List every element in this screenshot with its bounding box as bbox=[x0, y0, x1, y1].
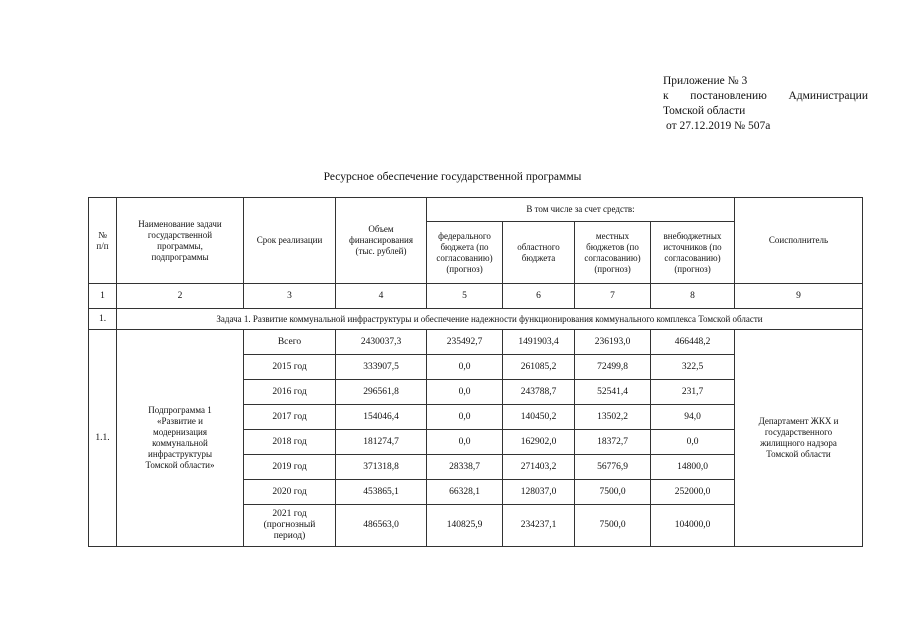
volume-cell: 371318,8 bbox=[336, 455, 427, 480]
local-cell: 52541,4 bbox=[575, 380, 651, 405]
header-federal: федерального бюджета (по согласованию) (прогноз) bbox=[427, 222, 503, 284]
regional-cell: 271403,2 bbox=[503, 455, 575, 480]
federal-cell: 66328,1 bbox=[427, 480, 503, 505]
period-cell: 2018 год bbox=[244, 430, 336, 455]
extra-cell: 0,0 bbox=[651, 430, 735, 455]
appendix-word: к bbox=[663, 90, 669, 102]
period-cell: 2017 год bbox=[244, 405, 336, 430]
local-cell: 13502,2 bbox=[575, 405, 651, 430]
volume-cell: 296561,8 bbox=[336, 380, 427, 405]
appendix-word: Администрации bbox=[788, 90, 868, 102]
federal-cell: 28338,7 bbox=[427, 455, 503, 480]
extra-cell: 104000,0 bbox=[651, 505, 735, 547]
local-cell: 7500,0 bbox=[575, 480, 651, 505]
column-number: 3 bbox=[244, 284, 336, 309]
federal-cell: 235492,7 bbox=[427, 330, 503, 355]
resource-table bbox=[88, 197, 863, 547]
column-number: 7 bbox=[575, 284, 651, 309]
extra-cell: 466448,2 bbox=[651, 330, 735, 355]
regional-cell: 140450,2 bbox=[503, 405, 575, 430]
regional-cell: 1491903,4 bbox=[503, 330, 575, 355]
volume-cell: 333907,5 bbox=[336, 355, 427, 380]
regional-cell: 261085,2 bbox=[503, 355, 575, 380]
period-cell: 2021 год (прогнозный период) bbox=[244, 505, 336, 547]
document-title: Ресурсное обеспечение государственной программы bbox=[323, 171, 582, 183]
header-term: Срок реализации bbox=[244, 198, 336, 284]
header-coexecutor: Соисполнитель bbox=[735, 198, 863, 284]
column-number: 1 bbox=[89, 284, 117, 309]
local-cell: 18372,7 bbox=[575, 430, 651, 455]
column-number: 9 bbox=[735, 284, 863, 309]
appendix-line-4: от 27.12.2019 № 507а bbox=[666, 120, 771, 132]
period-cell: 2016 год bbox=[244, 380, 336, 405]
column-number-row bbox=[89, 284, 863, 309]
subprogram-number: 1.1. bbox=[89, 330, 117, 547]
header-num: № п/п bbox=[89, 198, 117, 284]
period-cell: 2020 год bbox=[244, 480, 336, 505]
extra-cell: 322,5 bbox=[651, 355, 735, 380]
header-regional: областного бюджета bbox=[503, 222, 575, 284]
volume-cell: 486563,0 bbox=[336, 505, 427, 547]
federal-cell: 0,0 bbox=[427, 430, 503, 455]
appendix-word: постановлению bbox=[690, 90, 767, 102]
local-cell: 56776,9 bbox=[575, 455, 651, 480]
volume-cell: 181274,7 bbox=[336, 430, 427, 455]
header-extra: внебюджетных источников (по согласованию) (прогноз) bbox=[651, 222, 735, 284]
header-local: местных бюджетов (по согласованию) (прогноз) bbox=[575, 222, 651, 284]
local-cell: 7500,0 bbox=[575, 505, 651, 547]
local-cell: 236193,0 bbox=[575, 330, 651, 355]
appendix-line-2 bbox=[663, 89, 868, 104]
header-including: В том числе за счет средств: bbox=[427, 198, 735, 222]
subprogram-name: Подпрограмма 1 «Развитие и модернизация коммунальной инфраструктуры Томской области» bbox=[117, 330, 244, 547]
period-cell: 2019 год bbox=[244, 455, 336, 480]
volume-cell: 154046,4 bbox=[336, 405, 427, 430]
task-text: Задача 1. Развитие коммунальной инфраструктуры и обеспечение надежности функционирования коммунального комплекса Томской области bbox=[117, 309, 863, 330]
header-volume: Объем финансирования (тыс. рублей) bbox=[336, 198, 427, 284]
local-cell: 72499,8 bbox=[575, 355, 651, 380]
header-row-1 bbox=[89, 198, 863, 222]
extra-cell: 252000,0 bbox=[651, 480, 735, 505]
federal-cell: 0,0 bbox=[427, 380, 503, 405]
table-row bbox=[89, 330, 863, 355]
task-number: 1. bbox=[89, 309, 117, 330]
task-row bbox=[89, 309, 863, 330]
appendix-line-3: Томской области bbox=[663, 105, 746, 117]
volume-cell: 453865,1 bbox=[336, 480, 427, 505]
regional-cell: 234237,1 bbox=[503, 505, 575, 547]
header-task-name: Наименование задачи государственной программы, подпрограммы bbox=[117, 198, 244, 284]
extra-cell: 94,0 bbox=[651, 405, 735, 430]
column-number: 6 bbox=[503, 284, 575, 309]
appendix-block bbox=[663, 74, 868, 134]
extra-cell: 231,7 bbox=[651, 380, 735, 405]
column-number: 4 bbox=[336, 284, 427, 309]
extra-cell: 14800,0 bbox=[651, 455, 735, 480]
appendix-line-1: Приложение № 3 bbox=[663, 75, 748, 87]
column-number: 5 bbox=[427, 284, 503, 309]
regional-cell: 162902,0 bbox=[503, 430, 575, 455]
federal-cell: 140825,9 bbox=[427, 505, 503, 547]
regional-cell: 243788,7 bbox=[503, 380, 575, 405]
regional-cell: 128037,0 bbox=[503, 480, 575, 505]
coexecutor-cell: Департамент ЖКХ и государственного жилищного надзора Томской области bbox=[735, 330, 863, 547]
column-number: 2 bbox=[117, 284, 244, 309]
period-cell: Всего bbox=[244, 330, 336, 355]
volume-cell: 2430037,3 bbox=[336, 330, 427, 355]
federal-cell: 0,0 bbox=[427, 355, 503, 380]
federal-cell: 0,0 bbox=[427, 405, 503, 430]
column-number: 8 bbox=[651, 284, 735, 309]
period-cell: 2015 год bbox=[244, 355, 336, 380]
